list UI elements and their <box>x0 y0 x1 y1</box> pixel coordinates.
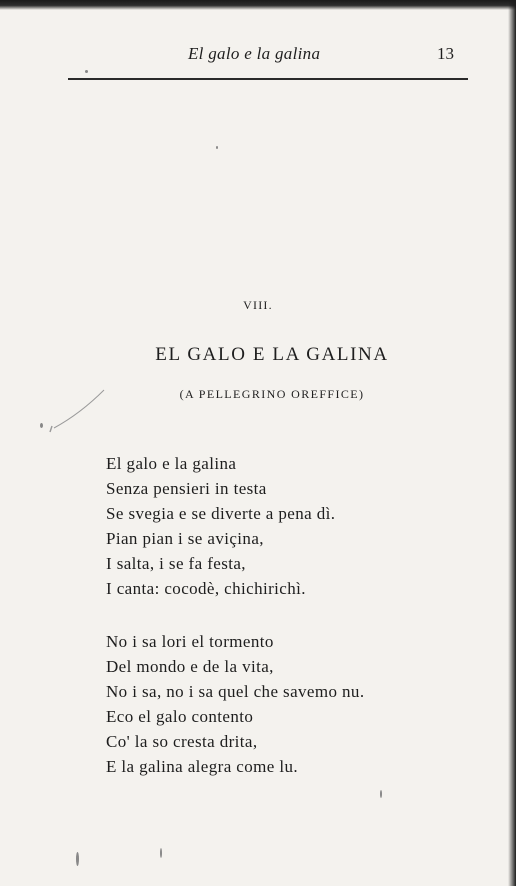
header-rule <box>68 78 468 80</box>
verse-line: Pian pian i se aviçina, <box>106 529 264 548</box>
verse-line: E la galina alegra come lu. <box>106 757 299 776</box>
poem-dedication: (A PELLEGRINO OREFFICE) <box>179 387 365 401</box>
page-number: 13 <box>437 44 454 63</box>
stanza-1 <box>106 451 335 601</box>
verse-line: Del mondo e de la vita, <box>106 657 274 676</box>
poem-title: EL GALO E LA GALINA <box>155 344 389 365</box>
verse-line: Eco el galo contento <box>106 707 254 726</box>
verse-line: Se svegia e se diverte a pena dì. <box>106 504 336 523</box>
verse-line: Co' la so cresta drita, <box>106 732 258 751</box>
stanza-2 <box>106 629 364 779</box>
verse-line: El galo e la galina <box>106 454 237 473</box>
verse-line: I canta: cocodè, chichirichì. <box>106 579 306 598</box>
paper-speck <box>160 848 162 858</box>
running-title: El galo e la galina <box>188 44 321 63</box>
paper-speck <box>380 790 382 798</box>
verse-line: No i sa lori el tormento <box>106 632 274 651</box>
scan-right-edge <box>508 0 516 886</box>
verse-line: I salta, i se fa festa, <box>106 554 246 573</box>
verse-line: No i sa, no i sa quel che savemo nu. <box>106 682 365 701</box>
verse-line: Senza pensieri in testa <box>106 479 267 498</box>
scan-top-edge <box>0 0 516 10</box>
section-numeral: VIII. <box>243 298 273 312</box>
paper-speck <box>76 852 79 866</box>
pencil-mark <box>48 388 108 434</box>
paper-speck <box>40 423 43 428</box>
paper-speck <box>216 146 218 149</box>
paper-speck <box>85 70 88 73</box>
running-head <box>70 44 460 74</box>
